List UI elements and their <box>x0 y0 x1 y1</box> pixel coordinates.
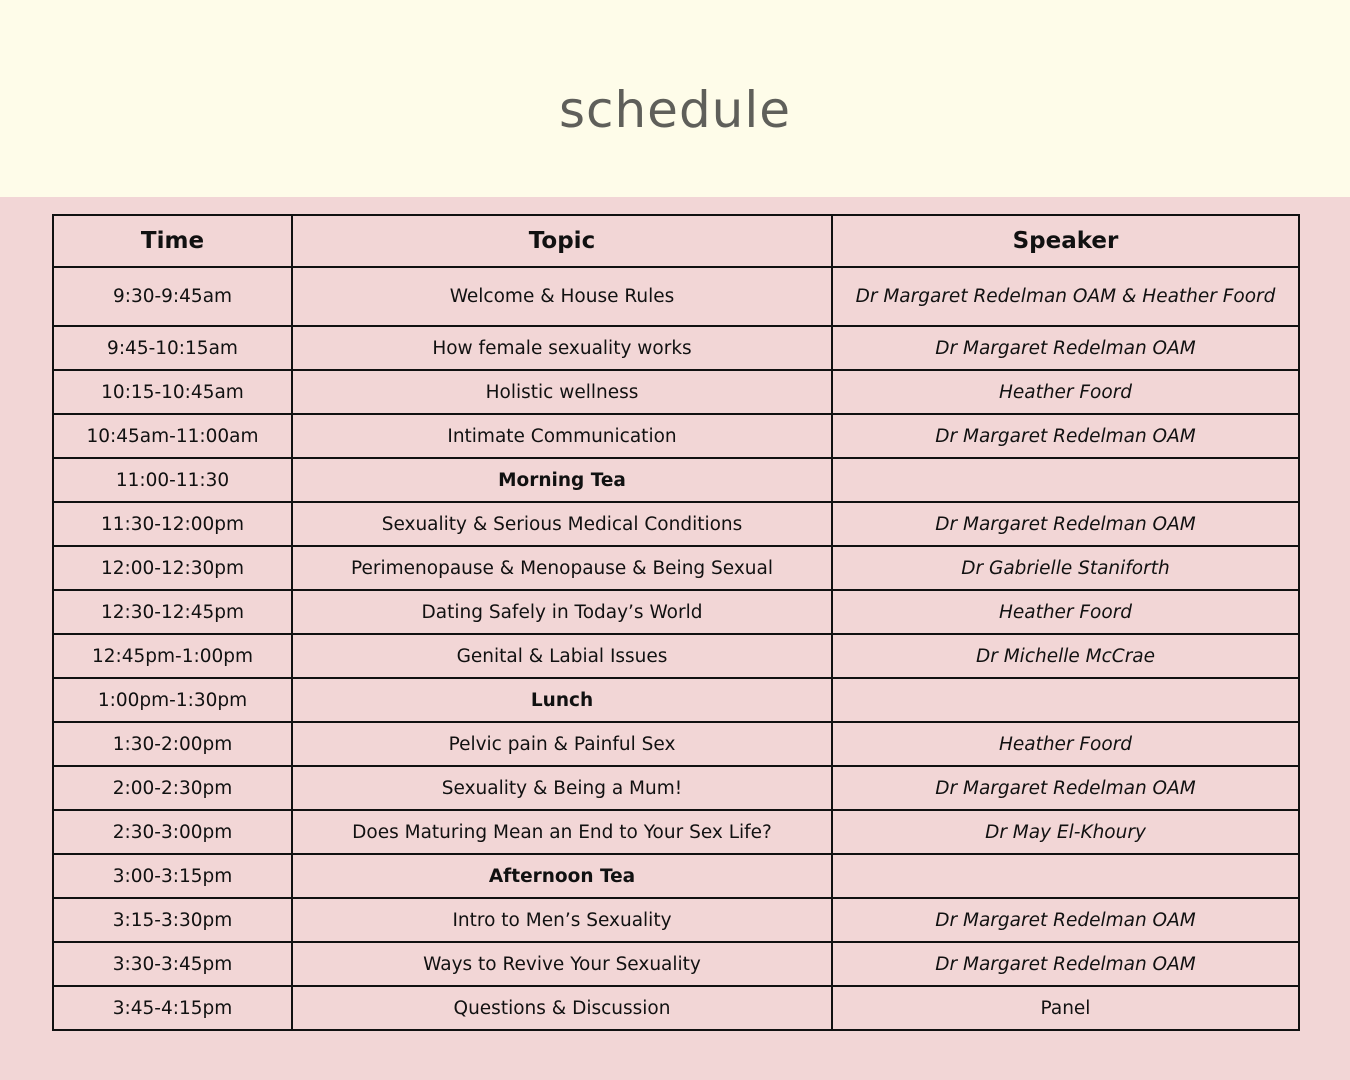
table-row <box>53 546 1299 590</box>
table-header-row <box>53 215 1299 267</box>
time-cell: 9:30-9:45am <box>53 267 292 326</box>
time-cell: 3:00-3:15pm <box>53 854 292 898</box>
topic-cell: Sexuality & Serious Medical Conditions <box>292 502 832 546</box>
break-cell: Morning Tea <box>292 458 832 502</box>
table-row <box>53 370 1299 414</box>
table-row <box>53 942 1299 986</box>
topic-cell: Sexuality & Being a Mum! <box>292 766 832 810</box>
time-cell: 3:30-3:45pm <box>53 942 292 986</box>
speaker-cell: Dr Margaret Redelman OAM <box>832 414 1299 458</box>
table-row <box>53 766 1299 810</box>
time-cell: 12:30-12:45pm <box>53 590 292 634</box>
time-cell: 10:45am-11:00am <box>53 414 292 458</box>
speaker-cell: Dr May El-Khoury <box>832 810 1299 854</box>
speaker-cell: Dr Margaret Redelman OAM <box>832 326 1299 370</box>
speaker-cell: Panel <box>832 986 1299 1030</box>
table-row <box>53 854 1299 898</box>
speaker-cell: Dr Margaret Redelman OAM <box>832 942 1299 986</box>
schedule-table <box>52 214 1300 1031</box>
speaker-cell: Dr Margaret Redelman OAM & Heather Foord <box>832 267 1299 326</box>
table-row <box>53 678 1299 722</box>
column-header-time: Time <box>53 215 292 267</box>
table-row <box>53 267 1299 326</box>
topic-cell: Questions & Discussion <box>292 986 832 1030</box>
time-cell: 3:45-4:15pm <box>53 986 292 1030</box>
time-cell: 10:15-10:45am <box>53 370 292 414</box>
table-row <box>53 326 1299 370</box>
column-header-topic: Topic <box>292 215 832 267</box>
table-row <box>53 810 1299 854</box>
table-row <box>53 414 1299 458</box>
topic-cell: Holistic wellness <box>292 370 832 414</box>
topic-cell: How female sexuality works <box>292 326 832 370</box>
speaker-cell <box>832 854 1299 898</box>
table-row <box>53 722 1299 766</box>
speaker-cell: Heather Foord <box>832 370 1299 414</box>
page-title: schedule <box>558 80 792 139</box>
time-cell: 2:30-3:00pm <box>53 810 292 854</box>
table-row <box>53 634 1299 678</box>
topic-cell: Intro to Men’s Sexuality <box>292 898 832 942</box>
speaker-cell: Dr Michelle McCrae <box>832 634 1299 678</box>
topic-cell: Genital & Labial Issues <box>292 634 832 678</box>
time-cell: 3:15-3:30pm <box>53 898 292 942</box>
table-row <box>53 458 1299 502</box>
topic-cell: Ways to Revive Your Sexuality <box>292 942 832 986</box>
time-cell: 12:45pm-1:00pm <box>53 634 292 678</box>
table-row <box>53 590 1299 634</box>
table-row <box>53 502 1299 546</box>
break-cell: Lunch <box>292 678 832 722</box>
column-header-speaker: Speaker <box>832 215 1299 267</box>
speaker-cell: Dr Margaret Redelman OAM <box>832 766 1299 810</box>
speaker-cell: Dr Margaret Redelman OAM <box>832 898 1299 942</box>
topic-cell: Dating Safely in Today’s World <box>292 590 832 634</box>
topic-cell: Perimenopause & Menopause & Being Sexual <box>292 546 832 590</box>
topic-cell: Welcome & House Rules <box>292 267 832 326</box>
time-cell: 12:00-12:30pm <box>53 546 292 590</box>
topic-cell: Intimate Communication <box>292 414 832 458</box>
break-cell: Afternoon Tea <box>292 854 832 898</box>
speaker-cell: Dr Margaret Redelman OAM <box>832 502 1299 546</box>
time-cell: 11:00-11:30 <box>53 458 292 502</box>
speaker-cell: Heather Foord <box>832 590 1299 634</box>
time-cell: 1:00pm-1:30pm <box>53 678 292 722</box>
topic-cell: Pelvic pain & Painful Sex <box>292 722 832 766</box>
time-cell: 1:30-2:00pm <box>53 722 292 766</box>
speaker-cell <box>832 678 1299 722</box>
speaker-cell: Heather Foord <box>832 722 1299 766</box>
speaker-cell: Dr Gabrielle Staniforth <box>832 546 1299 590</box>
topic-cell: Does Maturing Mean an End to Your Sex Life? <box>292 810 832 854</box>
time-cell: 11:30-12:00pm <box>53 502 292 546</box>
speaker-cell <box>832 458 1299 502</box>
time-cell: 9:45-10:15am <box>53 326 292 370</box>
table-row <box>53 986 1299 1030</box>
time-cell: 2:00-2:30pm <box>53 766 292 810</box>
schedule-section <box>0 197 1350 1080</box>
header-banner <box>0 0 1350 197</box>
table-row <box>53 898 1299 942</box>
